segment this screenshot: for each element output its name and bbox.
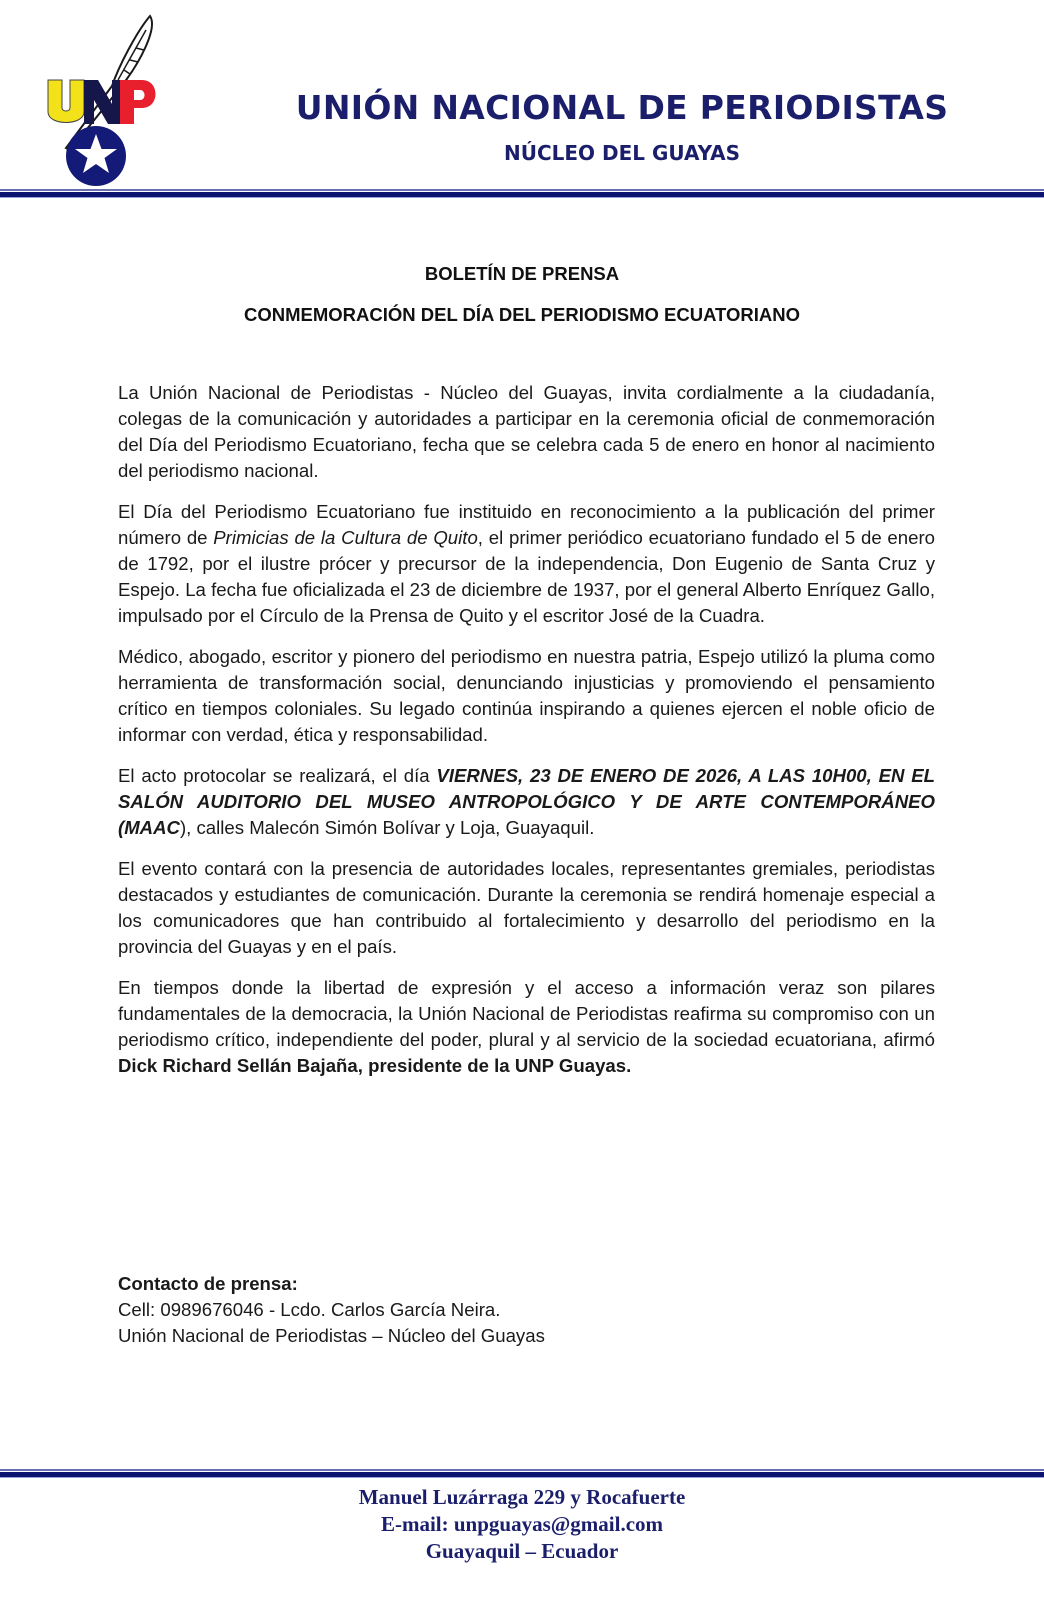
logo-letter-n xyxy=(84,80,120,124)
president-name: Dick Richard Sellán Bajaña, presidente de la UNP Guayas. xyxy=(118,1055,632,1076)
paragraph-history xyxy=(118,499,935,629)
document-body xyxy=(118,380,935,1094)
paragraph-invitation: La Unión Nacional de Periodistas - Núcleo del Guayas, invita cordialmente a la ciudadanía, colegas de la comunicación y autoridades a participar en la ceremonia oficial de conmemoración del Día del Periodismo Ecuatoriano, fecha que se celebra cada 5 de enero en honor al nacimiento del periodismo nacional. xyxy=(118,382,935,481)
paragraph-history-text-a: El Día del Periodismo Ecuatoriano fue instituido en reconocimiento a la publicación del primer número de xyxy=(118,501,935,548)
footer-address: Manuel Luzárraga 229 y Rocafuerte xyxy=(358,1485,686,1509)
footer-city: Guayaquil – Ecuador xyxy=(425,1539,619,1563)
document-type-label: BOLETÍN DE PRENSA xyxy=(424,263,620,284)
footer-email[interactable]: E-mail: unpguayas@gmail.com xyxy=(380,1512,664,1536)
paragraph-event-details xyxy=(118,763,935,841)
logo-letter-p xyxy=(120,80,156,124)
footer-divider xyxy=(0,1469,1044,1478)
paragraph-statement xyxy=(118,975,935,1079)
logo-letter-u xyxy=(48,80,84,123)
press-contact xyxy=(118,1271,545,1349)
paragraph-history-text-b: , el primer periódico ecuatoriano fundado el 5 de enero de 1792, por el ilustre prócer y precursor de la independencia, Don Eugenio de Santa Cruz y Espejo. La fecha fue oficializada el 23 de diciembre de 1937, por el general Alberto Enríquez Gallo, impulsado por el Círculo de la Prensa de Quito y el escritor José de la Cuadra. xyxy=(118,527,935,626)
paragraph-event-text-b: ), calles Malecón Simón Bolívar y Loja, Guayaquil. xyxy=(179,817,595,838)
unp-logo xyxy=(40,8,180,188)
unp-logo-graphic xyxy=(40,8,180,188)
press-contact-heading: Contacto de prensa: xyxy=(118,1273,298,1294)
header-divider xyxy=(0,189,1044,198)
press-contact-org: Unión Nacional de Periodistas – Núcleo del Guayas xyxy=(118,1325,545,1346)
paragraph-statement-text: En tiempos donde la libertad de expresión y el acceso a información veraz son pilares fundamentales de la democracia, la Unión Nacional de Periodistas reafirma su compromiso con un periodismo crítico, independiente del poder, plural y al servicio de la sociedad ecuatoriana, afirmó xyxy=(118,977,935,1050)
document-title: CONMEMORACIÓN DEL DÍA DEL PERIODISMO ECUATORIANO xyxy=(243,304,801,325)
paragraph-event-text-a: El acto protocolar se realizará, el día xyxy=(118,765,437,786)
org-branch: NÚCLEO DEL GUAYAS xyxy=(503,141,741,165)
footer xyxy=(0,1484,1044,1565)
event-date-venue: VIERNES, 23 DE ENERO DE 2026, A LAS 10H00, EN EL SALÓN AUDITORIO DEL MUSEO ANTROPOLÓGICO Y DE ARTE CONTEMPORÁNEO (MAAC xyxy=(118,765,935,838)
paragraph-attendees: El evento contará con la presencia de autoridades locales, representantes gremiales, periodistas destacados y estudiantes de comunicación. Durante la ceremonia se rendirá homenaje especial a los comunicadores que han contribuido al fortalecimiento y desarrollo del periodismo en la provincia del Guayas y en el país. xyxy=(118,858,935,957)
org-name: UNIÓN NACIONAL DE PERIODISTAS xyxy=(295,88,949,127)
paragraph-espejo: Médico, abogado, escritor y pionero del periodismo en nuestra patria, Espejo utilizó la pluma como herramienta de transformación social, denunciando injusticias y promoviendo el pensamiento crítico en tiempos coloniales. Su legado continúa inspirando a quienes ejercen el noble oficio de informar con verdad, ética y responsabilidad. xyxy=(118,646,935,745)
newspaper-title: Primicias de la Cultura de Quito xyxy=(213,527,478,548)
press-contact-phone: Cell: 0989676046 - Lcdo. Carlos García Neira. xyxy=(118,1299,501,1320)
